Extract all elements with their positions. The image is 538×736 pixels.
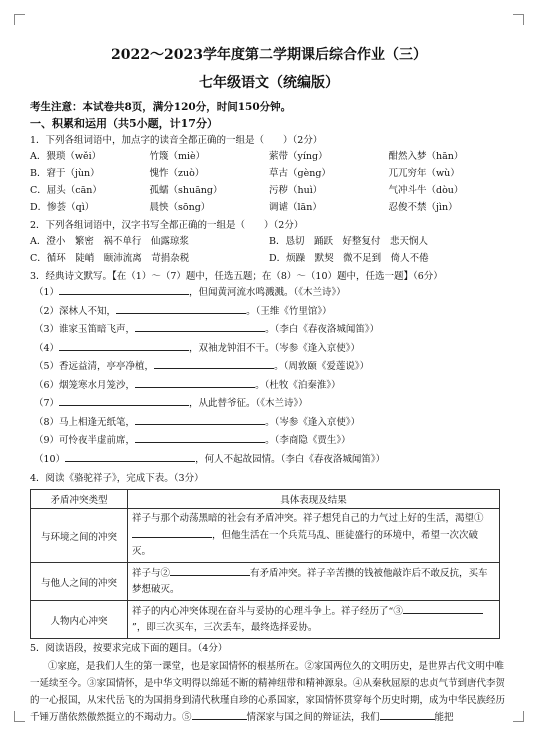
table-header: 矛盾冲突类型: [31, 490, 128, 509]
exam-title: 2022～2023学年度第二学期课后综合作业（三）: [111, 47, 427, 63]
exam-note: 考生注意：本试卷共8页，满分120分，时间150分钟。: [30, 101, 292, 113]
answer-blank[interactable]: [132, 527, 212, 538]
answer-blank[interactable]: [403, 603, 483, 614]
conflict-type: 与环境之间的冲突: [31, 509, 128, 563]
line-number: （3）: [34, 324, 60, 335]
conflict-table: [30, 489, 500, 639]
line-text: ，何人不起故园情。（李白《春夜洛城闻笛》）: [195, 453, 386, 465]
option-cell: A．澄小 繁密 祸不单行 仙露琼浆: [30, 236, 189, 247]
option-row: [30, 233, 508, 250]
option-row-c: [30, 182, 508, 199]
line-text: 。（岑参《逢入京使》）: [265, 416, 361, 428]
line-number: （10）: [34, 453, 66, 465]
poem-line: [30, 340, 508, 359]
desc-text: 祥子的内心冲突体现在奋斗与妥协的心理斗争上。祥子经历了“③: [132, 606, 403, 617]
passage-text: ①家庭，是我们人生的第一课堂，也是家国情怀的根基所在。②家国两位久的文明历史，是世界古代文明中唯一延续至今。③家国情怀，是中华文明得以绵延不断的精神纽带和精神源泉。④从秦秋屈原的忠贞气节到唐代李贺的一心报国，从宋代岳飞的为国捐身到清代秋瑾自珍的心系国家，家国情怀贯穿每个历史时期，成为中华民族经历千锤万凿依然傲然挺立的不竭动力。⑤: [30, 661, 506, 723]
answer-blank[interactable]: [170, 565, 250, 576]
poem-lines: [30, 284, 508, 469]
line-number: （8）: [34, 416, 60, 428]
option-cell: 孤蠕（shuāng）: [149, 185, 223, 196]
option-cell: 晨怏（sōng）: [149, 202, 211, 213]
option-cell: 愧怍（zuò）: [149, 168, 205, 179]
table-row: [31, 509, 500, 563]
answer-blank[interactable]: [59, 395, 189, 406]
crop-mark: [513, 14, 524, 25]
option-row-a: [30, 148, 508, 165]
answer-blank[interactable]: [59, 284, 189, 295]
answer-blank[interactable]: [192, 709, 247, 720]
desc-text: 祥子与那个动荡黑暗的社会有矛盾冲突。祥子想凭自己的力气过上好的生活，渴望: [132, 513, 475, 524]
line-text: 可怜夜半虚前席，: [59, 435, 136, 446]
section-heading: 一、积累和运用（共5小题，计17分）: [30, 117, 218, 130]
desc-text: 有矛盾冲突。祥子辛苦攒的钱被他敲诈后不敢反抗，买车梦想破灭。: [132, 568, 488, 595]
poem-line: [30, 303, 508, 322]
option-cell: 萦带（yíng）: [269, 151, 328, 162]
option-cell: 草古（gèng）: [269, 168, 331, 179]
option-cell: 兀兀穷年（wù）: [388, 168, 460, 179]
table-header: 具体表现及结果: [128, 490, 500, 509]
answer-blank[interactable]: [380, 709, 435, 720]
option-cell: 调谑（lān）: [269, 202, 322, 213]
line-text: 马上相逢无纸笔，: [59, 416, 136, 428]
poem-line: [30, 414, 508, 433]
exam-page: [30, 44, 508, 726]
poem-line: [30, 321, 508, 340]
answer-blank[interactable]: [135, 377, 255, 388]
option-cell: B．窘于（jùn）: [30, 168, 100, 179]
poem-line: [30, 377, 508, 396]
poem-line: [30, 284, 508, 303]
conflict-desc: [128, 509, 500, 563]
line-text: ，从此替爷征。（《木兰诗》）: [189, 398, 308, 409]
line-number: （6）: [34, 379, 60, 391]
line-number: （4）: [34, 342, 60, 354]
passage-text: 情深家与国之间的辩证法，我们: [246, 712, 380, 723]
option-cell: A．猥琐（wěi）: [30, 151, 102, 162]
line-text: 。（王维《竹里馆》）: [246, 305, 332, 317]
conflict-type: 与他人之间的冲突: [31, 563, 128, 601]
option-cell: D．烦躁 默契 微不足到 倚人不倦: [269, 253, 429, 264]
line-number: （9）: [34, 435, 60, 446]
poem-line: [30, 432, 508, 451]
crop-mark: [14, 14, 25, 25]
option-cell: 污秽（huì）: [269, 185, 323, 196]
crop-mark: [513, 711, 524, 722]
answer-blank[interactable]: [154, 358, 274, 369]
line-text: 深林人不知，: [59, 305, 117, 317]
table-row: [31, 563, 500, 601]
table-header-row: [31, 490, 500, 509]
option-cell: 竹篾（miè）: [149, 151, 206, 162]
question-3-stem: 3．经典诗文默写。【在（1）～（7）题中，任选五题；在（8）～（10）题中，任选一题】（6分）: [30, 271, 443, 282]
question-1-stem: 1．下列各组词语中，加点字的读音全都正确的一组是（ ）（2分）: [30, 135, 323, 146]
question-5-stem: 5．阅读语段，按要求完成下面的题目。（4分）: [30, 643, 228, 654]
answer-blank[interactable]: [135, 414, 265, 425]
line-text: ，双袖龙钟泪不干。（岑参《逢入京使》）: [189, 342, 361, 354]
conflict-type: 人物内心冲突: [31, 601, 128, 639]
line-number: （1）: [34, 287, 60, 298]
line-text: 。（李白《春夜洛城闻笛》）: [265, 324, 380, 335]
option-row: [30, 250, 508, 267]
answer-blank[interactable]: [65, 451, 195, 462]
desc-text: ①: [474, 513, 484, 524]
line-text: 香远益清，亭亭净植，: [59, 361, 155, 372]
poem-line: [30, 395, 508, 414]
line-text: 。（李商隐《贾生》）: [265, 435, 351, 446]
option-cell: D．惨荟（qì）: [30, 202, 95, 213]
option-cell: 气冲斗牛（dòu）: [388, 185, 464, 196]
question-2-stem: 2．下列各组词语中，汉字书写全都正确的一组是（ ）（2分）: [30, 220, 304, 231]
passage-text: 能把: [434, 712, 454, 723]
option-cell: C．循环 陡峭 颐沛流离 苛捐杂税: [30, 253, 190, 264]
desc-text: 祥子与②: [132, 568, 171, 579]
reading-passage: [30, 658, 508, 726]
line-number: （5）: [34, 361, 60, 372]
poem-line: [30, 358, 508, 377]
line-text: ，但闻黄河流水鸣溅溅。（《木兰诗》）: [189, 287, 346, 298]
line-text: 。（杜牧《泊秦淮》）: [255, 379, 341, 391]
line-number: （7）: [34, 398, 60, 409]
question-4-stem: 4．阅读《骆驼祥子》，完成下表。（3分）: [30, 473, 204, 484]
option-cell: 酣然入梦（hān）: [388, 151, 464, 162]
desc-text: ，但他生活在一个兵荒马乱、匪徒盛行的环境中，希望一次次破灭。: [132, 530, 479, 557]
poem-line: [30, 451, 508, 470]
option-cell: B．恳切 踊跃 好整复付 悲天悯人: [269, 236, 428, 247]
line-text: 谁家玉笛暗飞声，: [59, 324, 136, 335]
line-text: 烟笼寒水月笼沙，: [59, 379, 136, 391]
line-number: （2）: [34, 305, 60, 317]
desc-text: ”，即三次买车，三次丢车，最终选择妥协。: [132, 622, 318, 633]
answer-blank[interactable]: [135, 432, 265, 443]
option-cell: C．屈头（cān）: [30, 185, 102, 196]
answer-blank[interactable]: [116, 303, 246, 314]
conflict-desc: [128, 601, 500, 639]
table-row: [31, 601, 500, 639]
conflict-desc: [128, 563, 500, 601]
option-row-b: [30, 165, 508, 182]
exam-subtitle: 七年级语文（统编版）: [199, 75, 339, 91]
answer-blank[interactable]: [59, 340, 189, 351]
line-text: 。（周敦颐《爱莲说》）: [274, 361, 370, 372]
crop-mark: [14, 711, 25, 722]
option-cell: 忍俊不禁（jìn）: [388, 202, 458, 213]
answer-blank[interactable]: [135, 321, 265, 332]
option-row-d: [30, 199, 508, 216]
